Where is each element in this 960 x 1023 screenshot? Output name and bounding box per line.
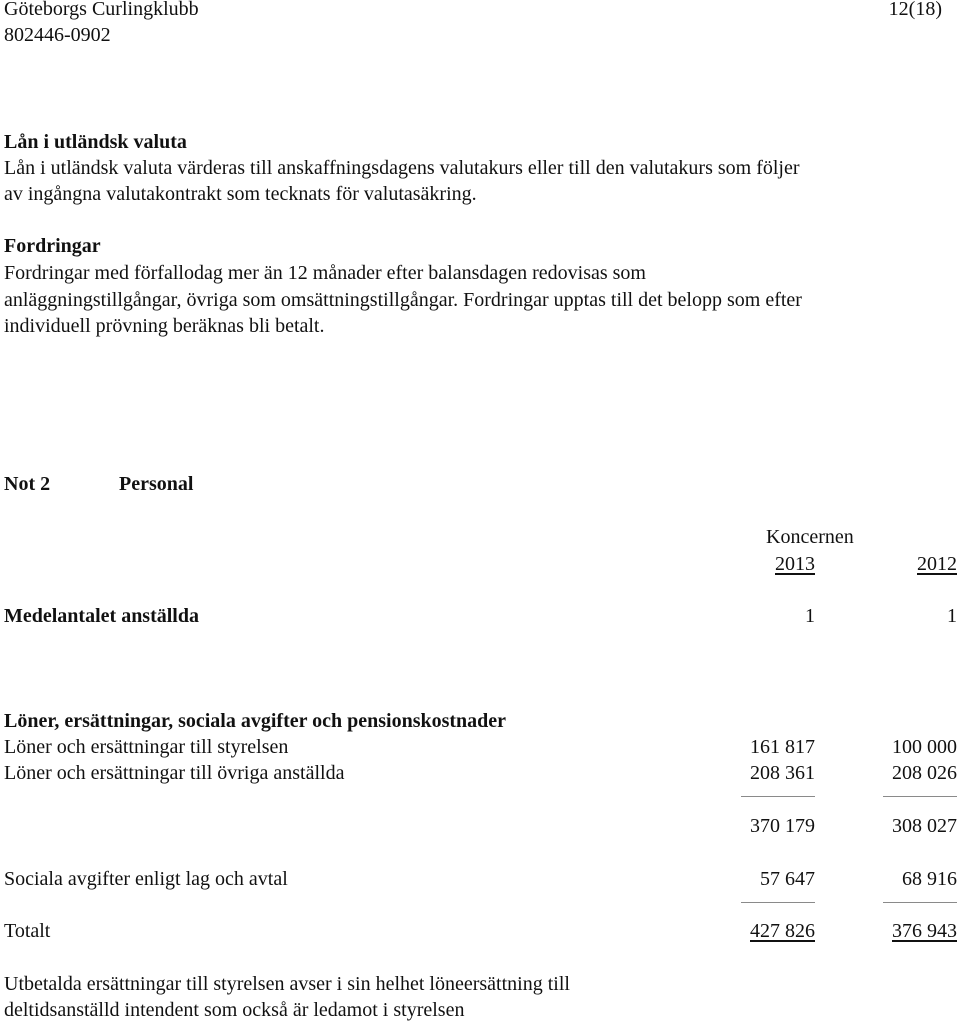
board-salaries-label: Löner och ersättningar till styrelsen bbox=[4, 736, 289, 758]
note-title: Personal bbox=[119, 473, 194, 495]
salaries-heading: Löner, ersättningar, sociala avgifter och pensionskostnader bbox=[4, 710, 507, 732]
subtotal-rule-previous bbox=[883, 796, 957, 797]
social-costs-label: Sociala avgifter enligt lag och avtal bbox=[4, 868, 288, 890]
note-number: Not 2 bbox=[4, 473, 51, 495]
total-label: Totalt bbox=[4, 920, 51, 942]
column-year-previous: 2012 bbox=[917, 553, 957, 575]
section-heading-receivables: Fordringar bbox=[4, 235, 101, 257]
column-group-label: Koncernen bbox=[766, 526, 854, 548]
subtotal-current: 370 179 bbox=[750, 815, 815, 837]
board-salaries-current: 161 817 bbox=[750, 736, 815, 758]
receivables-text-line-2: anläggningstillgångar, övriga som omsättningstillgångar. Fordringar upptas till det belopp som efter bbox=[4, 289, 802, 311]
subtotal-rule-current bbox=[741, 796, 815, 797]
organization-name: Göteborgs Curlingklubb bbox=[4, 0, 199, 20]
section-heading-loans: Lån i utländsk valuta bbox=[4, 131, 187, 153]
staff-salaries-previous: 208 026 bbox=[892, 762, 957, 784]
receivables-text-line-1: Fordringar med förfallodag mer än 12 månader efter balansdagen redovisas som bbox=[4, 262, 646, 284]
staff-salaries-label: Löner och ersättningar till övriga anställda bbox=[4, 762, 345, 784]
employees-current: 1 bbox=[805, 605, 815, 627]
loans-text-line-2: av ingångna valutakontrakt som tecknats för valutasäkring. bbox=[4, 183, 477, 205]
social-costs-previous: 68 916 bbox=[902, 868, 957, 890]
board-salaries-previous: 100 000 bbox=[892, 736, 957, 758]
employees-label: Medelantalet anställda bbox=[4, 605, 199, 627]
organization-number: 802446-0902 bbox=[4, 24, 111, 46]
employees-previous: 1 bbox=[947, 605, 957, 627]
staff-salaries-current: 208 361 bbox=[750, 762, 815, 784]
subtotal-previous: 308 027 bbox=[892, 815, 957, 837]
total-previous: 376 943 bbox=[892, 920, 957, 942]
loans-text-line-1: Lån i utländsk valuta värderas till anskaffningsdagens valutakurs eller till den valutakurs som följer bbox=[4, 157, 800, 179]
footnote-line-2: deltidsanställd intendent som också är ledamot i styrelsen bbox=[4, 999, 465, 1021]
column-year-current: 2013 bbox=[775, 553, 815, 575]
total-rule-previous bbox=[883, 902, 957, 903]
total-rule-current bbox=[741, 902, 815, 903]
social-costs-current: 57 647 bbox=[760, 868, 815, 890]
receivables-text-line-3: individuell prövning beräknas bli betalt. bbox=[4, 315, 325, 337]
total-current: 427 826 bbox=[750, 920, 815, 942]
page-number: 12(18) bbox=[888, 0, 942, 20]
footnote-line-1: Utbetalda ersättningar till styrelsen avser i sin helhet löneersättning till bbox=[4, 973, 570, 995]
